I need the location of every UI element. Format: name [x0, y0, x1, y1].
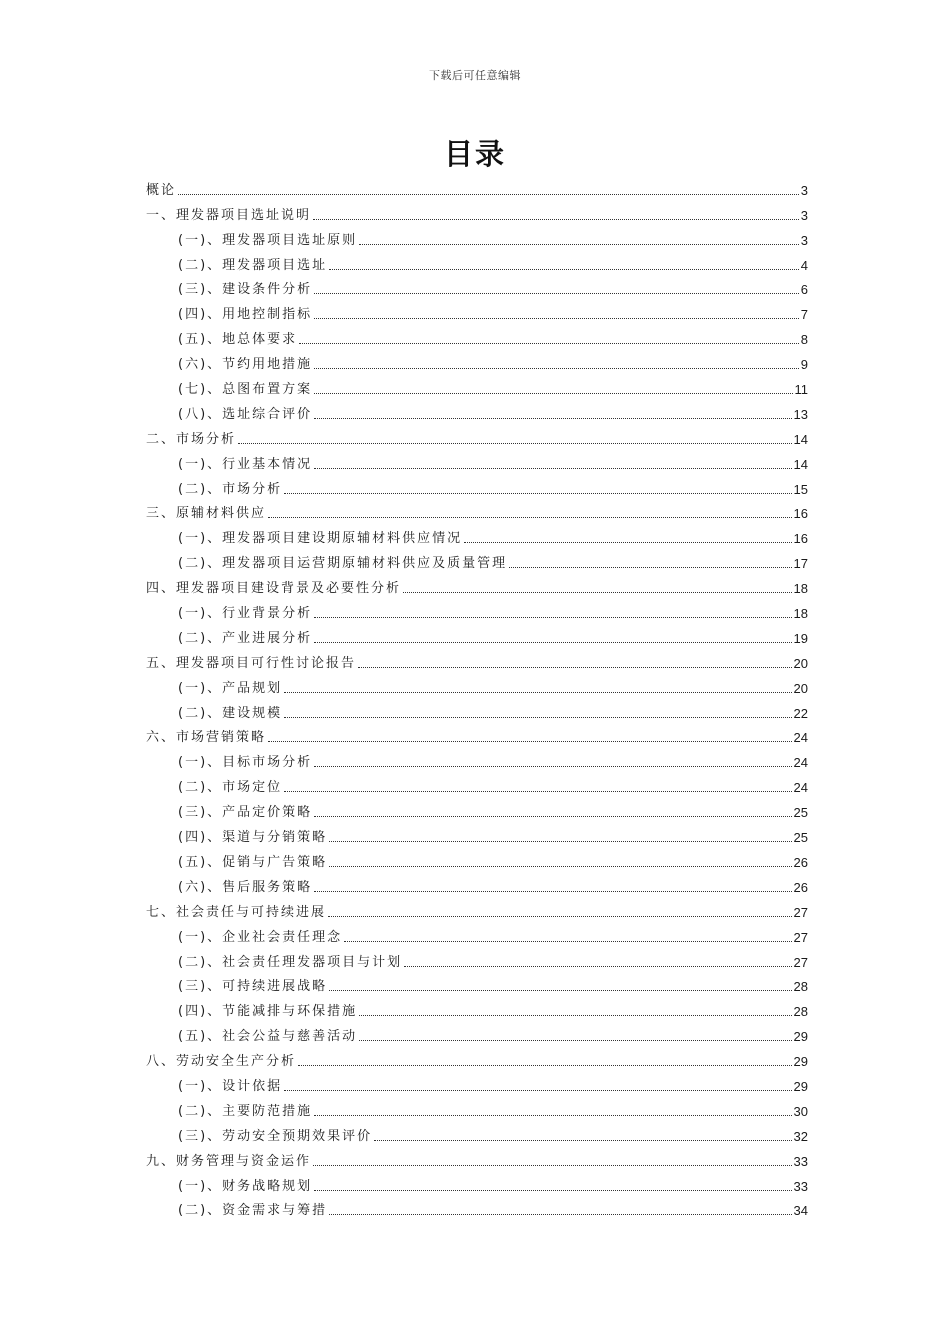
toc-entry[interactable] [146, 274, 808, 299]
header-note: 下载后可任意编辑 [429, 69, 521, 82]
toc-entry-page: 16 [793, 531, 808, 547]
toc-entry[interactable] [146, 1195, 808, 1220]
toc-entry-label: (二)、资金需求与筹措 [178, 1203, 328, 1219]
toc-entry-label: 九、财务管理与资金运作 [146, 1153, 312, 1169]
toc-entry-label: (一)、企业社会责任理念 [178, 929, 343, 945]
toc-entry[interactable] [146, 522, 808, 547]
toc-entry[interactable] [146, 846, 808, 871]
toc-entry-page: 20 [793, 680, 808, 696]
toc-leader-dots [284, 791, 791, 792]
toc-entry-page: 25 [793, 830, 808, 846]
toc-entry-label: (六)、节约用地措施 [178, 357, 313, 373]
toc-entry-label: (二)、主要防范措施 [178, 1103, 313, 1119]
toc-leader-dots [403, 592, 792, 593]
toc-entry[interactable] [146, 323, 808, 348]
toc-entry-label: (二)、产业进展分析 [178, 630, 313, 646]
toc-entry-page: 11 [794, 382, 808, 398]
toc-leader-dots [509, 567, 791, 568]
toc-entry[interactable] [146, 1145, 808, 1170]
toc-entry-label: (三)、可持续进展战略 [178, 979, 328, 995]
toc-leader-dots [404, 966, 791, 967]
toc-entry[interactable] [146, 746, 808, 771]
toc-leader-dots [464, 542, 791, 543]
toc-entry-page: 4 [800, 257, 808, 273]
toc-entry-label: (二)、社会责任理发器项目与计划 [178, 954, 403, 970]
toc-leader-dots [314, 816, 791, 817]
toc-leader-dots [314, 891, 791, 892]
toc-entry-page: 28 [793, 1004, 808, 1020]
toc-entry[interactable] [146, 896, 808, 921]
toc-entry-label: (八)、选址综合评价 [178, 406, 313, 422]
toc-entry[interactable] [146, 871, 808, 896]
toc-entry-label: (四)、用地控制指标 [178, 307, 313, 323]
toc-entry-page: 9 [800, 357, 808, 373]
toc-entry-page: 30 [793, 1103, 808, 1119]
toc-entry[interactable] [146, 647, 808, 672]
toc-entry-page: 18 [793, 606, 808, 622]
toc-entry-page: 20 [793, 655, 808, 671]
toc-entry-page: 33 [793, 1153, 808, 1169]
toc-list [146, 174, 808, 1219]
toc-entry-label: (一)、目标市场分析 [178, 755, 313, 771]
toc-entry[interactable] [146, 771, 808, 796]
toc-leader-dots [359, 1040, 791, 1041]
toc-entry-label: 六、市场营销策略 [146, 730, 267, 746]
toc-entry-page: 22 [793, 705, 808, 721]
toc-leader-dots [268, 517, 792, 518]
toc-entry[interactable] [146, 971, 808, 996]
toc-entry-label: (一)、行业基本情况 [178, 456, 313, 472]
toc-entry[interactable] [146, 199, 808, 224]
toc-entry-label: (七)、总图布置方案 [178, 382, 313, 398]
toc-entry-label: (二)、理发器项目运营期原辅材料供应及质量管理 [178, 556, 508, 572]
toc-entry-label: (一)、设计依据 [178, 1078, 283, 1094]
toc-entry-label: (五)、地总体要求 [178, 332, 298, 348]
toc-entry-page: 29 [793, 1029, 808, 1045]
toc-entry-label: (三)、产品定价策略 [178, 805, 313, 821]
toc-entry[interactable] [146, 697, 808, 722]
toc-entry-page: 27 [793, 929, 808, 945]
toc-entry[interactable] [146, 473, 808, 498]
toc-entry[interactable] [146, 398, 808, 423]
toc-entry-label: 五、理发器项目可行性讨论报告 [146, 655, 357, 671]
toc-entry-label: (二)、市场定位 [178, 780, 283, 796]
toc-entry[interactable] [146, 995, 808, 1020]
toc-entry-page: 14 [793, 431, 808, 447]
toc-entry-page: 29 [793, 1054, 808, 1070]
toc-leader-dots [314, 368, 799, 369]
toc-leader-dots [314, 766, 791, 767]
toc-entry-page: 29 [793, 1078, 808, 1094]
toc-leader-dots [314, 617, 791, 618]
toc-entry-page: 3 [800, 182, 808, 198]
toc-entry-label: (一)、行业背景分析 [178, 606, 313, 622]
toc-entry-page: 13 [793, 406, 808, 422]
toc-entry[interactable] [146, 722, 808, 747]
toc-entry-page: 6 [800, 282, 808, 298]
toc-leader-dots [314, 293, 799, 294]
toc-entry[interactable] [146, 298, 808, 323]
toc-leader-dots [178, 194, 799, 195]
toc-entry-page: 25 [793, 805, 808, 821]
toc-entry-page: 26 [793, 854, 808, 870]
toc-entry[interactable] [146, 498, 808, 523]
toc-entry-label: (一)、产品规划 [178, 680, 283, 696]
toc-entry-page: 14 [793, 456, 808, 472]
toc-entry-page: 18 [793, 581, 808, 597]
toc-entry-label: (四)、节能减排与环保措施 [178, 1004, 358, 1020]
toc-entry[interactable] [146, 921, 808, 946]
toc-entry[interactable] [146, 1120, 808, 1145]
toc-entry-label: (一)、理发器项目建设期原辅材料供应情况 [178, 531, 463, 547]
toc-entry[interactable] [146, 348, 808, 373]
toc-leader-dots [314, 1115, 791, 1116]
toc-leader-dots [329, 990, 791, 991]
toc-entry[interactable] [146, 672, 808, 697]
toc-entry-page: 24 [793, 755, 808, 771]
toc-leader-dots [314, 468, 791, 469]
toc-leader-dots [329, 269, 799, 270]
toc-leader-dots [299, 343, 799, 344]
toc-entry-page: 24 [793, 730, 808, 746]
toc-entry-label: 一、理发器项目选址说明 [146, 207, 312, 223]
toc-title: 目录 [443, 137, 506, 171]
toc-entry-label: (二)、理发器项目选址 [178, 257, 328, 273]
toc-entry[interactable] [146, 249, 808, 274]
toc-entry-page: 24 [793, 780, 808, 796]
toc-leader-dots [284, 493, 791, 494]
toc-entry-label: 三、原辅材料供应 [146, 506, 267, 522]
toc-entry[interactable] [146, 174, 808, 199]
toc-entry-label: (三)、建设条件分析 [178, 282, 313, 298]
toc-leader-dots [359, 1015, 791, 1016]
toc-entry-label: (一)、理发器项目选址原则 [178, 232, 358, 248]
toc-leader-dots [359, 244, 799, 245]
toc-entry-page: 7 [800, 307, 808, 323]
toc-leader-dots [358, 667, 792, 668]
toc-leader-dots [238, 443, 792, 444]
toc-entry-page: 27 [793, 904, 808, 920]
toc-entry[interactable] [146, 622, 808, 647]
toc-entry[interactable] [146, 796, 808, 821]
toc-entry[interactable] [146, 597, 808, 622]
toc-entry-page: 33 [793, 1178, 808, 1194]
toc-entry-label: (三)、劳动安全预期效果评价 [178, 1128, 373, 1144]
toc-leader-dots [329, 841, 791, 842]
toc-entry-page: 3 [800, 207, 808, 223]
toc-entry[interactable] [146, 821, 808, 846]
toc-entry-page: 32 [793, 1128, 808, 1144]
toc-leader-dots [284, 692, 791, 693]
toc-entry-page: 17 [793, 556, 808, 572]
toc-entry-label: 二、市场分析 [146, 431, 237, 447]
toc-entry[interactable] [146, 423, 808, 448]
toc-entry-page: 16 [793, 506, 808, 522]
toc-leader-dots [313, 219, 799, 220]
toc-entry[interactable] [146, 1020, 808, 1045]
toc-entry-page: 8 [800, 332, 808, 348]
toc-leader-dots [268, 741, 792, 742]
toc-leader-dots [314, 318, 799, 319]
toc-entry-page: 26 [793, 879, 808, 895]
toc-leader-dots [329, 1214, 791, 1215]
toc-entry-page: 27 [793, 954, 808, 970]
toc-entry-page: 15 [793, 481, 808, 497]
toc-entry[interactable] [146, 224, 808, 249]
toc-entry[interactable] [146, 1070, 808, 1095]
toc-entry-label: (五)、社会公益与慈善活动 [178, 1029, 358, 1045]
toc-leader-dots [314, 642, 791, 643]
toc-leader-dots [374, 1140, 791, 1141]
toc-leader-dots [314, 418, 791, 419]
toc-entry-label: (一)、财务战略规划 [178, 1178, 313, 1194]
toc-entry[interactable] [146, 448, 808, 473]
toc-entry-label: (二)、建设规模 [178, 705, 283, 721]
toc-entry[interactable] [146, 1095, 808, 1120]
toc-leader-dots [328, 916, 792, 917]
toc-entry-label: (四)、渠道与分销策略 [178, 830, 328, 846]
toc-entry-page: 34 [793, 1203, 808, 1219]
toc-entry[interactable] [146, 1045, 808, 1070]
toc-entry-label: (六)、售后服务策略 [178, 879, 313, 895]
toc-entry[interactable] [146, 946, 808, 971]
toc-entry-label: (五)、促销与广告策略 [178, 854, 328, 870]
toc-entry-page: 3 [800, 232, 808, 248]
toc-leader-dots [344, 941, 791, 942]
toc-entry-label: 七、社会责任与可持续进展 [146, 904, 327, 920]
toc-leader-dots [314, 1190, 791, 1191]
toc-entry-label: 八、劳动安全生产分析 [146, 1054, 297, 1070]
toc-entry[interactable] [146, 547, 808, 572]
toc-entry-label: 四、理发器项目建设背景及必要性分析 [146, 581, 402, 597]
toc-leader-dots [314, 393, 792, 394]
toc-leader-dots [284, 717, 791, 718]
toc-entry-page: 19 [793, 630, 808, 646]
toc-entry[interactable] [146, 572, 808, 597]
toc-leader-dots [313, 1165, 792, 1166]
toc-entry[interactable] [146, 1170, 808, 1195]
toc-leader-dots [329, 866, 791, 867]
toc-leader-dots [298, 1065, 792, 1066]
toc-entry-label: (二)、市场分析 [178, 481, 283, 497]
toc-entry-page: 28 [793, 979, 808, 995]
toc-entry[interactable] [146, 373, 808, 398]
toc-leader-dots [284, 1090, 791, 1091]
toc-entry-label: 概论 [146, 182, 177, 198]
